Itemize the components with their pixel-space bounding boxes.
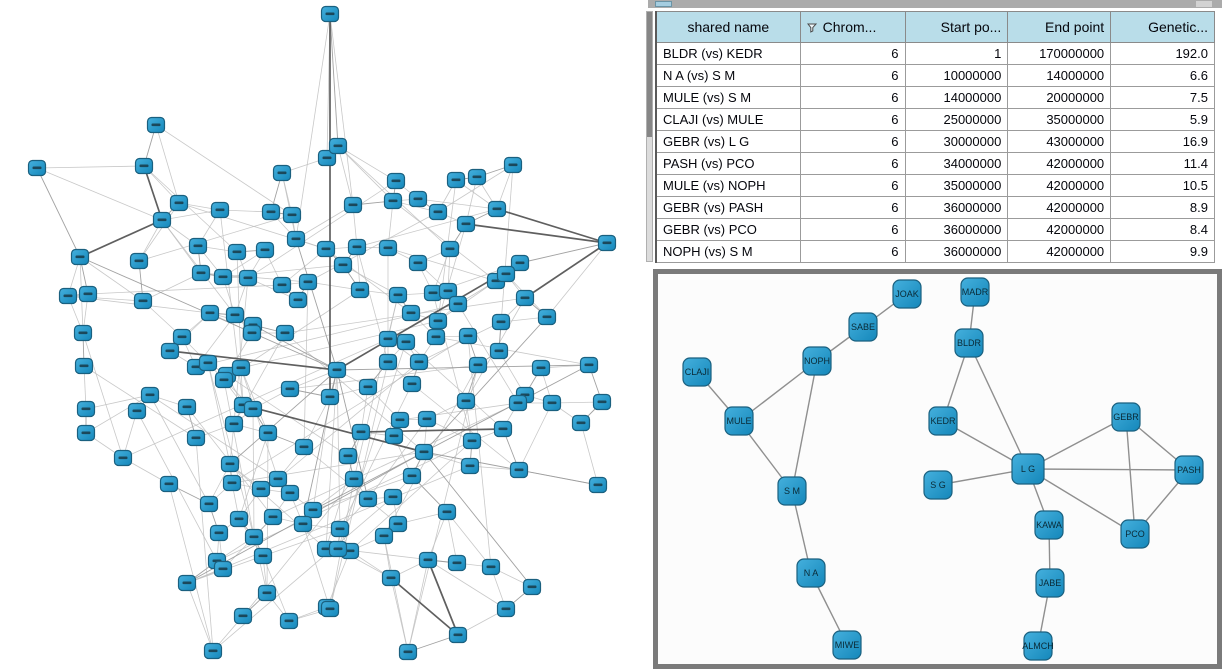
detail-node-kedr[interactable]	[929, 407, 957, 435]
column-header-label: Start po...	[940, 19, 1002, 35]
overview-node[interactable]	[385, 490, 402, 505]
table-cell[interactable]: 170000000	[1008, 43, 1111, 65]
detail-edges-layer	[697, 292, 1189, 646]
overview-node[interactable]	[148, 118, 165, 133]
overview-node[interactable]	[411, 355, 428, 370]
overview-node[interactable]	[229, 245, 246, 260]
overview-node[interactable]	[231, 512, 248, 527]
node-label: L G	[1020, 464, 1036, 474]
node-label: JABE	[1038, 578, 1062, 588]
table-horizontal-scrollbar[interactable]	[648, 0, 1222, 8]
overview-node[interactable]	[179, 576, 196, 591]
table-cell[interactable]: 20000000	[1008, 87, 1111, 109]
overview-node[interactable]	[259, 586, 276, 601]
overview-node[interactable]	[404, 377, 421, 392]
overview-node[interactable]	[330, 139, 347, 154]
overview-node[interactable]	[274, 166, 291, 181]
table-row[interactable]	[656, 175, 1215, 197]
overview-node[interactable]	[270, 472, 287, 487]
overview-node[interactable]	[498, 267, 515, 282]
table-cell[interactable]: 35000000	[1008, 109, 1111, 131]
table-cell[interactable]: 6	[800, 65, 905, 87]
table-cell[interactable]: 16.9	[1111, 131, 1215, 153]
overview-node[interactable]	[274, 278, 291, 293]
overview-node[interactable]	[400, 645, 417, 660]
detail-node-mule[interactable]	[725, 407, 753, 435]
overview-node[interactable]	[78, 426, 95, 441]
overview-node[interactable]	[539, 310, 556, 325]
detail-node-miwe[interactable]	[833, 631, 861, 659]
overview-node[interactable]	[205, 644, 222, 659]
table-cell[interactable]: 36000000	[905, 197, 1008, 219]
overview-node[interactable]	[428, 330, 445, 345]
overview-node[interactable]	[462, 459, 479, 474]
table-cell[interactable]: 5.9	[1111, 109, 1215, 131]
overview-node[interactable]	[392, 413, 409, 428]
overview-node[interactable]	[449, 556, 466, 571]
table-row[interactable]	[656, 65, 1215, 87]
overview-node[interactable]	[330, 542, 347, 557]
table-cell[interactable]: GEBR (vs) PCO	[656, 219, 800, 241]
detail-node-s-g[interactable]	[924, 471, 952, 499]
table-cell[interactable]: 11.4	[1111, 153, 1215, 175]
overview-node[interactable]	[533, 361, 550, 376]
overview-node[interactable]	[524, 580, 541, 595]
table-cell[interactable]: 30000000	[905, 131, 1008, 153]
detail-node-l-g[interactable]	[1012, 454, 1044, 484]
overview-node[interactable]	[349, 240, 366, 255]
overview-node[interactable]	[222, 457, 239, 472]
detail-node-n-a[interactable]	[797, 559, 825, 587]
table-cell[interactable]: GEBR (vs) L G	[656, 131, 800, 153]
overview-node[interactable]	[161, 477, 178, 492]
column-header-label: Genetic...	[1148, 19, 1208, 35]
overview-node[interactable]	[458, 217, 475, 232]
table-cell[interactable]: 6	[800, 109, 905, 131]
table-cell[interactable]: 7.5	[1111, 87, 1215, 109]
overview-node[interactable]	[253, 482, 270, 497]
overview-node[interactable]	[282, 486, 299, 501]
overview-node[interactable]	[257, 243, 274, 258]
overview-node[interactable]	[450, 297, 467, 312]
table-row[interactable]	[656, 131, 1215, 153]
overview-node[interactable]	[458, 394, 475, 409]
table-cell[interactable]: 6	[800, 197, 905, 219]
overview-node[interactable]	[78, 402, 95, 417]
overview-node[interactable]	[322, 7, 339, 22]
detail-network-canvas[interactable]	[658, 274, 1217, 664]
overview-node[interactable]	[233, 361, 250, 376]
detail-node-noph[interactable]	[803, 347, 831, 375]
overview-node[interactable]	[296, 440, 313, 455]
table-vertical-scrollbar[interactable]	[646, 11, 653, 262]
overview-node[interactable]	[491, 344, 508, 359]
table-cell[interactable]: 42000000	[1008, 175, 1111, 197]
overview-node[interactable]	[430, 205, 447, 220]
column-header-chrom[interactable]	[800, 12, 905, 43]
overview-node[interactable]	[430, 314, 447, 329]
node-label: ALMCH	[1022, 641, 1054, 651]
column-header-label: End point	[1044, 19, 1105, 35]
table-cell[interactable]: CLAJI (vs) MULE	[656, 109, 800, 131]
node-label: CLAJI	[684, 367, 710, 377]
node-label: NOPH	[803, 356, 831, 366]
overview-node[interactable]	[483, 560, 500, 575]
overview-node[interactable]	[517, 291, 534, 306]
table-row[interactable]	[656, 241, 1215, 263]
overview-node[interactable]	[329, 363, 346, 378]
node-label: MIWE	[834, 640, 860, 650]
detail-node-s-m[interactable]	[778, 477, 806, 505]
overview-node[interactable]	[75, 326, 92, 341]
overview-node[interactable]	[489, 202, 506, 217]
table-cell[interactable]: 6.6	[1111, 65, 1215, 87]
overview-node[interactable]	[345, 198, 362, 213]
node-label: GEBR	[1113, 412, 1139, 422]
table-cell[interactable]: 10.5	[1111, 175, 1215, 197]
detail-node-claji[interactable]	[683, 358, 711, 386]
overview-node[interactable]	[202, 306, 219, 321]
overview-node[interactable]	[174, 330, 191, 345]
table-cell[interactable]: 36000000	[905, 241, 1008, 263]
overview-node[interactable]	[470, 358, 487, 373]
table-row[interactable]	[656, 87, 1215, 109]
overview-node[interactable]	[227, 308, 244, 323]
overview-node[interactable]	[300, 275, 317, 290]
detail-node-gebr[interactable]	[1112, 403, 1140, 431]
overview-node[interactable]	[282, 382, 299, 397]
overview-node[interactable]	[442, 242, 459, 257]
overview-node[interactable]	[390, 288, 407, 303]
overview-node[interactable]	[193, 266, 210, 281]
table-cell[interactable]: 6	[800, 153, 905, 175]
overview-node[interactable]	[511, 463, 528, 478]
overview-node[interactable]	[590, 478, 607, 493]
overview-node[interactable]	[284, 208, 301, 223]
detail-node-bldr[interactable]	[955, 329, 983, 357]
node-label: S G	[930, 480, 946, 490]
overview-node[interactable]	[260, 426, 277, 441]
table-row[interactable]	[656, 153, 1215, 175]
overview-node[interactable]	[353, 425, 370, 440]
overview-node[interactable]	[80, 287, 97, 302]
overview-node[interactable]	[244, 326, 261, 341]
overview-node[interactable]	[72, 250, 89, 265]
overview-node[interactable]	[201, 497, 218, 512]
overview-node[interactable]	[215, 270, 232, 285]
table-cell[interactable]: 6	[800, 219, 905, 241]
column-header-shared-name[interactable]	[656, 12, 800, 43]
scrollbar-button[interactable]	[1196, 1, 1212, 7]
table-cell[interactable]: 6	[800, 175, 905, 197]
table-cell[interactable]: 6	[800, 131, 905, 153]
node-label: SABE	[850, 322, 876, 332]
table-cell[interactable]: 42000000	[1008, 219, 1111, 241]
node-label: MULE	[726, 416, 752, 426]
overview-node[interactable]	[190, 239, 207, 254]
overview-node[interactable]	[154, 213, 171, 228]
table-cell[interactable]: 34000000	[905, 153, 1008, 175]
overview-node[interactable]	[460, 329, 477, 344]
detail-node-almch[interactable]	[1022, 632, 1054, 660]
table-row[interactable]	[656, 43, 1215, 65]
overview-node[interactable]	[255, 549, 272, 564]
table-cell[interactable]: MULE (vs) S M	[656, 87, 800, 109]
overview-node[interactable]	[376, 529, 393, 544]
node-label: MADR	[961, 287, 989, 297]
overview-node[interactable]	[385, 194, 402, 209]
table-cell[interactable]: 25000000	[905, 109, 1008, 131]
column-header-start-po[interactable]	[905, 12, 1008, 43]
overview-node[interactable]	[410, 256, 427, 271]
table-cell[interactable]: 36000000	[905, 219, 1008, 241]
table-cell[interactable]: BLDR (vs) KEDR	[656, 43, 800, 65]
node-label: JOAK	[895, 289, 919, 299]
overview-node[interactable]	[240, 271, 257, 286]
overview-node[interactable]	[188, 431, 205, 446]
overview-nodes-layer	[29, 7, 616, 660]
overview-node[interactable]	[352, 283, 369, 298]
column-header-genetic[interactable]	[1111, 12, 1215, 43]
scrollbar-thumb[interactable]	[655, 1, 672, 7]
overview-node[interactable]	[215, 562, 232, 577]
table-cell[interactable]: 192.0	[1111, 43, 1215, 65]
table-cell[interactable]: 42000000	[1008, 241, 1111, 263]
table-cell[interactable]: 42000000	[1008, 197, 1111, 219]
detail-node-joak[interactable]	[893, 280, 921, 308]
filter-funnel-icon[interactable]	[807, 23, 818, 33]
detail-node-pco[interactable]	[1121, 520, 1149, 548]
network-detail-panel	[653, 269, 1222, 669]
table-cell[interactable]: PASH (vs) PCO	[656, 153, 800, 175]
overview-node[interactable]	[439, 505, 456, 520]
overview-node[interactable]	[380, 241, 397, 256]
overview-node[interactable]	[136, 159, 153, 174]
overview-node[interactable]	[388, 174, 405, 189]
overview-node[interactable]	[390, 517, 407, 532]
overview-node[interactable]	[386, 429, 403, 444]
overview-node[interactable]	[469, 170, 486, 185]
overview-node[interactable]	[419, 412, 436, 427]
overview-node[interactable]	[135, 294, 152, 309]
node-label: PCO	[1125, 529, 1145, 539]
overview-node[interactable]	[142, 388, 159, 403]
detail-node-kawa[interactable]	[1035, 511, 1063, 539]
overview-node[interactable]	[200, 356, 217, 371]
column-header-label: Chrom...	[822, 19, 877, 35]
node-label: N A	[803, 568, 819, 578]
detail-node-sabe[interactable]	[849, 313, 877, 341]
overview-node[interactable]	[245, 402, 262, 417]
overview-node[interactable]	[332, 522, 349, 537]
table-cell[interactable]: 42000000	[1008, 153, 1111, 175]
table-cell[interactable]: 6	[800, 87, 905, 109]
table-cell[interactable]: 35000000	[905, 175, 1008, 197]
overview-node[interactable]	[380, 332, 397, 347]
overview-node[interactable]	[420, 553, 437, 568]
overview-node[interactable]	[246, 530, 263, 545]
column-header-end-point[interactable]	[1008, 12, 1111, 43]
table-cell[interactable]: N A (vs) S M	[656, 65, 800, 87]
overview-node[interactable]	[211, 526, 228, 541]
detail-node-pash[interactable]	[1175, 456, 1203, 484]
overview-node[interactable]	[216, 373, 233, 388]
overview-node[interactable]	[235, 609, 252, 624]
overview-node[interactable]	[360, 380, 377, 395]
overview-node[interactable]	[505, 158, 522, 173]
overview-node[interactable]	[581, 358, 598, 373]
overview-node[interactable]	[398, 335, 415, 350]
detail-node-jabe[interactable]	[1036, 569, 1064, 597]
overview-node[interactable]	[416, 445, 433, 460]
node-label: S M	[783, 486, 801, 496]
table-cell[interactable]: 43000000	[1008, 131, 1111, 153]
table-cell[interactable]: 1	[905, 43, 1008, 65]
overview-node[interactable]	[290, 293, 307, 308]
overview-node[interactable]	[322, 602, 339, 617]
detail-node-madr[interactable]	[961, 278, 989, 306]
table-cell[interactable]: 14000000	[1008, 65, 1111, 87]
table-cell[interactable]: 8.4	[1111, 219, 1215, 241]
overview-node[interactable]	[115, 451, 132, 466]
overview-node[interactable]	[60, 289, 77, 304]
overview-node[interactable]	[498, 602, 515, 617]
table-cell[interactable]: 6	[800, 43, 905, 65]
overview-node[interactable]	[281, 614, 298, 629]
overview-node[interactable]	[226, 417, 243, 432]
table-cell[interactable]: GEBR (vs) PASH	[656, 197, 800, 219]
overview-node[interactable]	[573, 416, 590, 431]
table-row[interactable]	[656, 109, 1215, 131]
table-cell[interactable]: 8.9	[1111, 197, 1215, 219]
node-label: KAWA	[1036, 520, 1062, 530]
overview-node[interactable]	[162, 344, 179, 359]
overview-node[interactable]	[212, 203, 229, 218]
node-label: BLDR	[956, 338, 982, 348]
overview-node[interactable]	[594, 395, 611, 410]
overview-node[interactable]	[493, 315, 510, 330]
overview-node[interactable]	[305, 503, 322, 518]
overview-node[interactable]	[265, 510, 282, 525]
overview-node[interactable]	[346, 472, 363, 487]
overview-node[interactable]	[322, 390, 339, 405]
column-header-label: shared name	[687, 19, 770, 35]
node-label: KEDR	[930, 416, 956, 426]
overview-node[interactable]	[318, 242, 335, 257]
overview-node[interactable]	[277, 326, 294, 341]
table-row[interactable]	[656, 197, 1215, 219]
table-cell[interactable]: 10000000	[905, 65, 1008, 87]
overview-node[interactable]	[599, 236, 616, 251]
edge-attribute-table	[655, 11, 1215, 263]
overview-node[interactable]	[495, 422, 512, 437]
overview-node[interactable]	[263, 205, 280, 220]
overview-node[interactable]	[295, 517, 312, 532]
overview-node[interactable]	[171, 196, 188, 211]
table-cell[interactable]: 14000000	[905, 87, 1008, 109]
overview-node[interactable]	[510, 396, 527, 411]
node-label: PASH	[1177, 465, 1201, 475]
table-row[interactable]	[656, 219, 1215, 241]
overview-node[interactable]	[380, 355, 397, 370]
overview-node[interactable]	[404, 469, 421, 484]
overview-node[interactable]	[288, 232, 305, 247]
table-cell[interactable]: MULE (vs) NOPH	[656, 175, 800, 197]
table-cell[interactable]: 9.9	[1111, 241, 1215, 263]
overview-node[interactable]	[448, 173, 465, 188]
overview-node[interactable]	[131, 254, 148, 269]
edge-attribute-table-panel	[655, 11, 1215, 263]
overview-node[interactable]	[450, 628, 467, 643]
overview-node[interactable]	[76, 359, 93, 374]
scrollbar-thumb[interactable]	[647, 12, 652, 137]
overview-node[interactable]	[29, 161, 46, 176]
overview-node[interactable]	[410, 192, 427, 207]
overview-node[interactable]	[360, 492, 377, 507]
overview-node[interactable]	[179, 400, 196, 415]
table-cell[interactable]: 6	[800, 241, 905, 263]
overview-node[interactable]	[403, 306, 420, 321]
overview-node[interactable]	[224, 476, 241, 491]
overview-node[interactable]	[383, 571, 400, 586]
overview-node[interactable]	[340, 449, 357, 464]
overview-node[interactable]	[335, 258, 352, 273]
overview-node[interactable]	[464, 434, 481, 449]
table-cell[interactable]: NOPH (vs) S M	[656, 241, 800, 263]
overview-node[interactable]	[544, 396, 561, 411]
overview-node[interactable]	[129, 404, 146, 419]
